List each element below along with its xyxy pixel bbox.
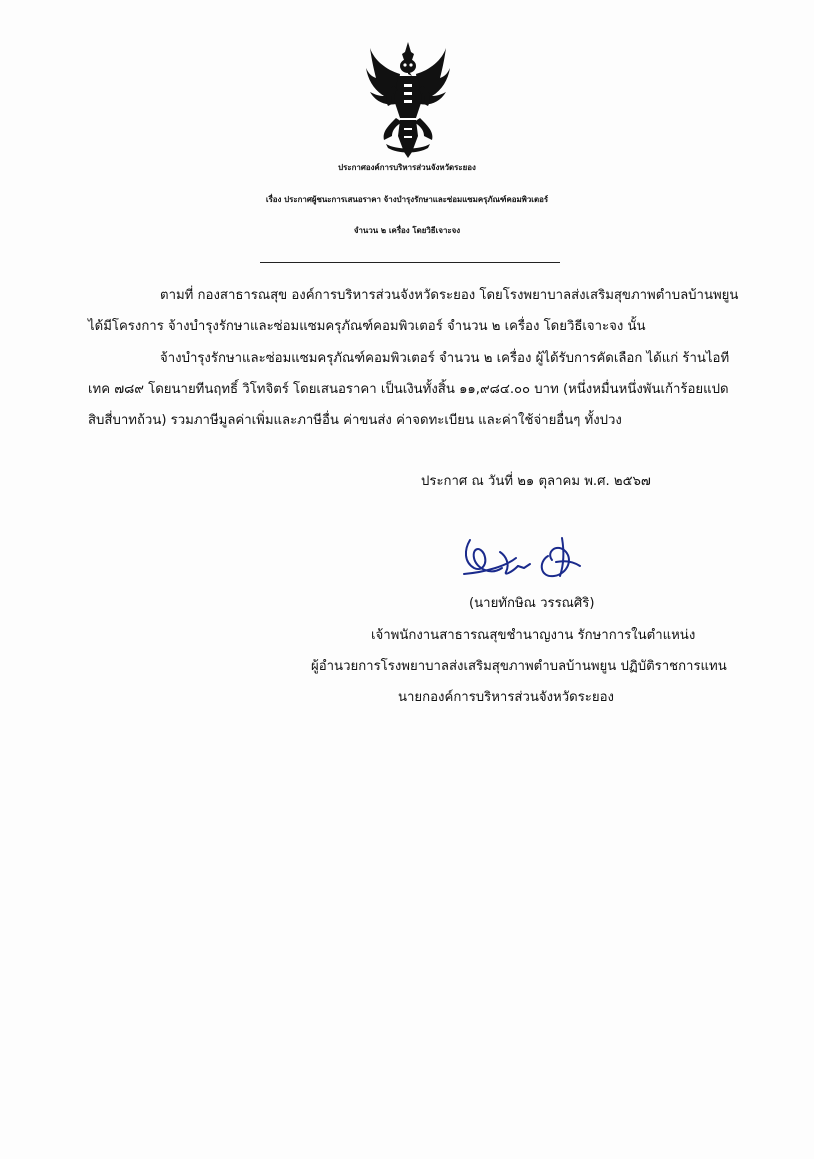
handwritten-signature-icon [456, 532, 596, 584]
header-divider [260, 262, 560, 263]
announcement-title: ประกาศองค์การบริหารส่วนจังหวัดระยอง [338, 163, 476, 172]
paragraph-2-line-3: สิบสี่บาทถ้วน) รวมภาษีมูลค่าเพิ่มและภาษีอื่น ค่าขนส่ง ค่าจดทะเบียน และค่าใช้จ่ายอื่นๆ ทั้งปวง [88, 413, 622, 428]
garuda-emblem-icon [366, 40, 450, 160]
paragraph-2-line-2: เทค ๗๘๙ โดยนายทีนฤทธิ์ วิโทจิตร์ โดยเสนอราคา เป็นเงินทั้งสิ้น ๑๑,๙๘๔.๐๐ บาท (หนึ่งหมื่นหนึ่งพันเก้าร้อยแปด [88, 382, 729, 397]
signatory-position-line-3: นายกองค์การบริหารส่วนจังหวัดระยอง [398, 690, 614, 705]
paragraph-1-line-2: ได้มีโครงการ จ้างบำรุงรักษาและซ่อมแซมครุภัณฑ์คอมพิวเตอร์ จำนวน ๒ เครื่อง โดยวิธีเจาะจง นั้น [88, 319, 646, 334]
signatory-name: (นายทักษิณ วรรณศิริ) [469, 596, 595, 611]
announcement-subject-continued: จำนวน ๒ เครื่อง โดยวิธีเจาะจง [353, 226, 461, 235]
signatory-position-line-2: ผู้อำนวยการโรงพยาบาลส่งเสริมสุขภาพตำบลบ้านพยูน ปฏิบัติราชการแทน [311, 659, 727, 674]
announcement-subject: เรื่อง ประกาศผู้ชนะการเสนอราคา จ้างบำรุงรักษาและซ่อมแซมครุภัณฑ์คอมพิวเตอร์ [265, 195, 549, 204]
announcement-date: ประกาศ ณ วันที่ ๒๑ ตุลาคม พ.ศ. ๒๕๖๗ [421, 474, 651, 489]
signatory-position-line-1: เจ้าพนักงานสาธารณสุขชำนาญงาน รักษาการในตำแหน่ง [371, 628, 696, 643]
paragraph-1-line-1: ตามที่ กองสาธารณสุข องค์การบริหารส่วนจังหวัดระยอง โดยโรงพยาบาลส่งเสริมสุขภาพตำบลบ้านพยูน [160, 288, 739, 303]
paragraph-2-line-1: จ้างบำรุงรักษาและซ่อมแซมครุภัณฑ์คอมพิวเตอร์ จำนวน ๒ เครื่อง ผู้ได้รับการคัดเลือก ได้แก่ ร้านไอที [160, 351, 730, 366]
